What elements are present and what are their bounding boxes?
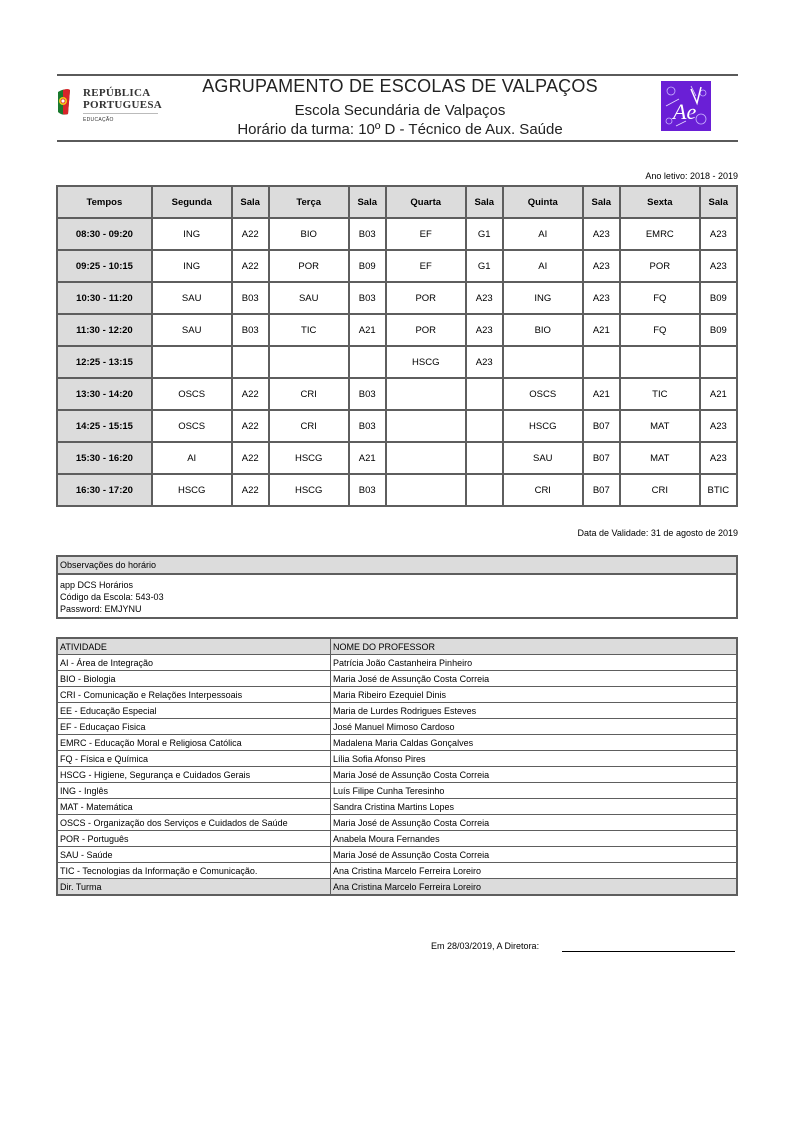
subject-cell	[152, 346, 232, 378]
room-cell: A21	[349, 314, 386, 346]
room-cell: B07	[583, 442, 620, 474]
room-cell: B09	[349, 250, 386, 282]
portugal-flag-icon	[56, 88, 72, 116]
time-slot: 12:25 - 13:15	[57, 346, 152, 378]
professor-row	[57, 655, 737, 671]
room-cell: B03	[349, 410, 386, 442]
col-header-tempos: Tempos	[57, 186, 152, 218]
subject-cell: POR	[269, 250, 349, 282]
atividade-cell: AI - Área de Integração	[57, 655, 331, 671]
room-cell: B03	[232, 282, 269, 314]
ae-logo-icon	[661, 81, 711, 131]
room-cell: A23	[583, 218, 620, 250]
col-header-sexta: Sexta	[620, 186, 700, 218]
room-cell: A23	[700, 442, 737, 474]
room-cell: B09	[700, 282, 737, 314]
professor-row	[57, 799, 737, 815]
page-title: AGRUPAMENTO DE ESCOLAS DE VALPAÇOS	[202, 76, 598, 96]
col-header-sala: Sala	[232, 186, 269, 218]
schedule-row	[57, 410, 737, 442]
professores-table	[56, 637, 738, 896]
observacoes-line: app DCS Horários	[60, 580, 134, 590]
col-header-quarta: Quarta	[386, 186, 466, 218]
room-cell: A23	[583, 282, 620, 314]
col-header-professor: NOME DO PROFESSOR	[331, 638, 738, 655]
room-cell: B03	[349, 218, 386, 250]
subject-cell: ING	[152, 218, 232, 250]
subject-cell: TIC	[620, 378, 700, 410]
atividade-cell: EF - Educaçao Fisica	[57, 719, 331, 735]
atividade-cell: HSCG - Higiene, Segurança e Cuidados Gerais	[57, 767, 331, 783]
room-cell: G1	[466, 218, 503, 250]
professor-row	[57, 783, 737, 799]
subject-cell: POR	[620, 250, 700, 282]
professor-cell: Maria José de Assunção Costa Correia	[331, 767, 738, 783]
subject-cell: FQ	[620, 282, 700, 314]
signature-label: Em 28/03/2019, A Diretora:	[431, 941, 540, 951]
observacoes-line: Password: EMJYNU	[60, 604, 142, 614]
atividade-cell: POR - Português	[57, 831, 331, 847]
atividade-cell: FQ - Física e Química	[57, 751, 331, 767]
professor-row	[57, 719, 737, 735]
atividade-cell: MAT - Matemática	[57, 799, 331, 815]
schedule-row	[57, 378, 737, 410]
professores-header-row	[57, 638, 737, 655]
room-cell: B03	[349, 282, 386, 314]
subject-cell: SAU	[152, 314, 232, 346]
ano-letivo: Ano letivo: 2018 - 2019	[645, 171, 738, 181]
professor-row	[57, 847, 737, 863]
subject-cell: EF	[386, 218, 466, 250]
subject-cell: ING	[152, 250, 232, 282]
subject-cell: CRI	[269, 410, 349, 442]
subject-cell: AI	[152, 442, 232, 474]
room-cell: A21	[583, 378, 620, 410]
dir-turma-name: Ana Cristina Marcelo Ferreira Loreiro	[331, 879, 738, 896]
col-header-terca: Terça	[269, 186, 349, 218]
room-cell: A22	[232, 442, 269, 474]
atividade-cell: EMRC - Educação Moral e Religiosa Católica	[57, 735, 331, 751]
room-cell	[466, 442, 503, 474]
time-slot: 09:25 - 10:15	[57, 250, 152, 282]
room-cell: B03	[349, 474, 386, 506]
school-name: Escola Secundária de Valpaços	[294, 102, 506, 119]
atividade-cell: CRI - Comunicação e Relações Interpessoais	[57, 687, 331, 703]
room-cell: A23	[700, 218, 737, 250]
header-bottom-rule	[57, 140, 738, 142]
dir-turma-row	[57, 879, 737, 896]
subject-cell: AI	[503, 218, 583, 250]
subject-cell: HSCG	[386, 346, 466, 378]
subject-cell: HSCG	[269, 442, 349, 474]
room-cell: A21	[349, 442, 386, 474]
subject-cell: AI	[503, 250, 583, 282]
room-cell: A22	[232, 410, 269, 442]
room-cell: B03	[232, 314, 269, 346]
subject-cell: BIO	[503, 314, 583, 346]
professor-row	[57, 831, 737, 847]
schedule-table	[56, 185, 738, 507]
room-cell: B07	[583, 410, 620, 442]
subject-cell	[386, 410, 466, 442]
subject-cell: EF	[386, 250, 466, 282]
room-cell: A22	[232, 250, 269, 282]
professor-cell: Lília Sofia Afonso Pires	[331, 751, 738, 767]
atividade-cell: ING - Inglês	[57, 783, 331, 799]
room-cell	[466, 410, 503, 442]
professores-body	[57, 638, 737, 895]
col-header-atividade: ATIVIDADE	[57, 638, 331, 655]
professor-row	[57, 751, 737, 767]
time-slot: 16:30 - 17:20	[57, 474, 152, 506]
room-cell	[466, 474, 503, 506]
professor-cell: Maria José de Assunção Costa Correia	[331, 847, 738, 863]
professor-cell: Patrícia João Castanheira Pinheiro	[331, 655, 738, 671]
schedule-row	[57, 250, 737, 282]
subject-cell: CRI	[620, 474, 700, 506]
room-cell: A21	[583, 314, 620, 346]
observacoes-body	[58, 575, 736, 617]
schedule-row	[57, 474, 737, 506]
professor-row	[57, 735, 737, 751]
logo-text-line2: PORTUGUESA	[83, 99, 163, 111]
dir-turma-label: Dir. Turma	[57, 879, 331, 896]
room-cell: A23	[466, 314, 503, 346]
professor-cell: Anabela Moura Fernandes	[331, 831, 738, 847]
col-header-sala: Sala	[349, 186, 386, 218]
time-slot: 14:25 - 15:15	[57, 410, 152, 442]
room-cell: B07	[583, 474, 620, 506]
subject-cell: OSCS	[152, 378, 232, 410]
ae-valpacos-logo	[661, 81, 711, 131]
room-cell: A23	[466, 346, 503, 378]
subject-cell: ING	[503, 282, 583, 314]
professor-cell: Maria José de Assunção Costa Correia	[331, 671, 738, 687]
professor-cell: Ana Cristina Marcelo Ferreira Loreiro	[331, 863, 738, 879]
room-cell: B09	[700, 314, 737, 346]
time-slot: 11:30 - 12:20	[57, 314, 152, 346]
room-cell: A23	[583, 250, 620, 282]
atividade-cell: BIO - Biologia	[57, 671, 331, 687]
class-title: Horário da turma: 10º D - Técnico de Aux. Saúde	[237, 121, 563, 138]
data-validade: Data de Validade: 31 de agosto de 2019	[577, 528, 738, 538]
subject-cell: OSCS	[152, 410, 232, 442]
room-cell	[232, 346, 269, 378]
subject-cell: SAU	[152, 282, 232, 314]
logo-text-line1: REPÚBLICA	[83, 87, 151, 99]
subject-cell: POR	[386, 314, 466, 346]
professor-row	[57, 815, 737, 831]
signature-line	[562, 951, 735, 952]
subject-cell: FQ	[620, 314, 700, 346]
subject-cell	[269, 346, 349, 378]
professor-cell: Sandra Cristina Martins Lopes	[331, 799, 738, 815]
professor-row	[57, 687, 737, 703]
subject-cell: HSCG	[503, 410, 583, 442]
room-cell: A22	[232, 218, 269, 250]
professor-cell: Maria José de Assunção Costa Correia	[331, 815, 738, 831]
subject-cell: CRI	[503, 474, 583, 506]
subject-cell	[503, 346, 583, 378]
subject-cell: TIC	[269, 314, 349, 346]
subject-cell: OSCS	[503, 378, 583, 410]
subject-cell	[386, 442, 466, 474]
professor-row	[57, 671, 737, 687]
atividade-cell: SAU - Saúde	[57, 847, 331, 863]
subject-cell: HSCG	[269, 474, 349, 506]
room-cell: A23	[700, 410, 737, 442]
professor-row	[57, 703, 737, 719]
subject-cell: BIO	[269, 218, 349, 250]
col-header-segunda: Segunda	[152, 186, 232, 218]
subject-cell: MAT	[620, 442, 700, 474]
schedule-row	[57, 346, 737, 378]
col-header-sala: Sala	[583, 186, 620, 218]
subject-cell	[620, 346, 700, 378]
time-slot: 10:30 - 11:20	[57, 282, 152, 314]
subject-cell	[386, 474, 466, 506]
room-cell	[583, 346, 620, 378]
col-header-sala: Sala	[466, 186, 503, 218]
schedule-row	[57, 314, 737, 346]
room-cell: A23	[466, 282, 503, 314]
subject-cell: CRI	[269, 378, 349, 410]
schedule-row	[57, 442, 737, 474]
professor-row	[57, 863, 737, 879]
room-cell: A21	[700, 378, 737, 410]
schedule-body	[57, 218, 737, 506]
professor-row	[57, 767, 737, 783]
schedule-row	[57, 218, 737, 250]
room-cell: A23	[700, 250, 737, 282]
room-cell: BTIC	[700, 474, 737, 506]
svg-text:Ae: Ae	[673, 99, 697, 124]
schedule-row	[57, 282, 737, 314]
professor-cell: Luís Filipe Cunha Teresinho	[331, 783, 738, 799]
col-header-quinta: Quinta	[503, 186, 583, 218]
subject-cell: HSCG	[152, 474, 232, 506]
subject-cell: MAT	[620, 410, 700, 442]
subject-cell: SAU	[269, 282, 349, 314]
subject-cell: POR	[386, 282, 466, 314]
room-cell: A22	[232, 378, 269, 410]
schedule-header-row	[57, 186, 737, 218]
time-slot: 08:30 - 09:20	[57, 218, 152, 250]
time-slot: 15:30 - 16:20	[57, 442, 152, 474]
room-cell: G1	[466, 250, 503, 282]
time-slot: 13:30 - 14:20	[57, 378, 152, 410]
observacoes-box	[56, 555, 738, 619]
professor-cell: Maria de Lurdes Rodrigues Esteves	[331, 703, 738, 719]
atividade-cell: OSCS - Organização dos Serviços e Cuidados de Saúde	[57, 815, 331, 831]
professor-cell: Madalena Maria Caldas Gonçalves	[331, 735, 738, 751]
observacoes-title: Observações do horário	[58, 557, 736, 575]
subject-cell: EMRC	[620, 218, 700, 250]
atividade-cell: EE - Educação Especial	[57, 703, 331, 719]
subject-cell: SAU	[503, 442, 583, 474]
professor-cell: José Manuel Mimoso Cardoso	[331, 719, 738, 735]
room-cell	[700, 346, 737, 378]
room-cell: A22	[232, 474, 269, 506]
subject-cell	[386, 378, 466, 410]
professor-cell: Maria Ribeiro Ezequiel Dinis	[331, 687, 738, 703]
observacoes-line: Código da Escola: 543-03	[60, 592, 164, 602]
room-cell: B03	[349, 378, 386, 410]
logo-text-line3: EDUCAÇÃO	[83, 117, 114, 123]
room-cell	[466, 378, 503, 410]
room-cell	[349, 346, 386, 378]
col-header-sala: Sala	[700, 186, 737, 218]
atividade-cell: TIC - Tecnologias da Informação e Comunicação.	[57, 863, 331, 879]
logo-divider	[83, 113, 158, 114]
